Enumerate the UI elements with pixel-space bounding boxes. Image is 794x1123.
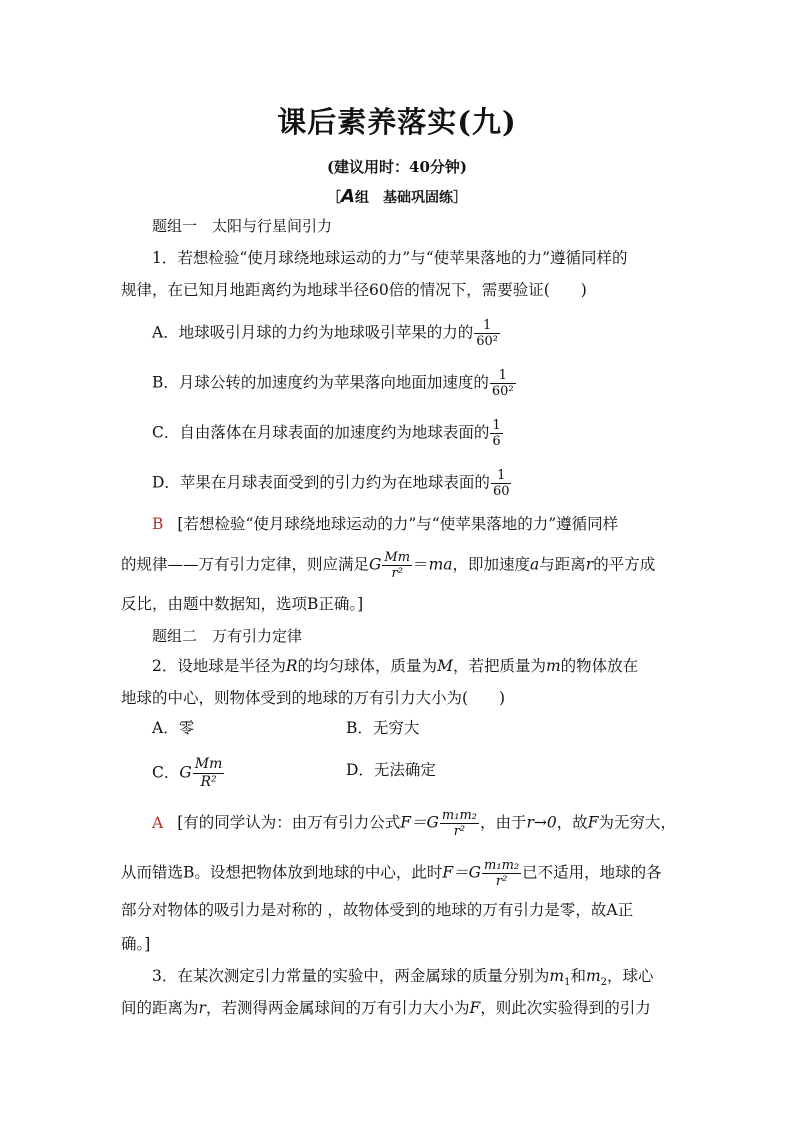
- q1-option-d-text: D．苹果在月球表面受到的引力约为在地球表面的: [152, 473, 490, 492]
- suggested-time: (建议用时：40分钟): [326, 158, 468, 176]
- symbol-F: F: [469, 999, 481, 1017]
- q1-option-c-fraction: [490, 418, 502, 449]
- q3-line-1: [152, 964, 654, 995]
- group-letter: A: [341, 186, 355, 207]
- q3-line-2: [121, 996, 651, 1020]
- q1-explanation-text-1: [若想检验“使月球绕地球运动的力”与“使苹果落地的力”遵循同样: [177, 515, 619, 533]
- q3-text-a: 3．在某次测定引力常量的实验中，两金属球的质量分别为: [152, 967, 550, 985]
- q1-exp2-text-a: 的规律——万有引力定律，则应满足: [121, 555, 370, 574]
- q2-explanation-line-1: [152, 808, 676, 839]
- symbol-G: G: [179, 763, 192, 782]
- fraction-denominator: r²: [391, 566, 403, 581]
- q2-exp2-text-a: 从而错选B。设想把物体放到地球的中心，此时: [121, 863, 443, 882]
- fraction-numerator: Mm: [194, 756, 223, 772]
- q2-exp2-fraction: [482, 858, 521, 889]
- symbol-G: G: [369, 555, 382, 574]
- q1-option-a: [152, 318, 501, 349]
- q2-stem-text-d: 的物体放在: [560, 657, 639, 675]
- q2-option-c: [152, 756, 225, 791]
- q2-exp1-fraction: [440, 808, 479, 839]
- q3-text-d: ，若测得两金属球间的万有引力大小为: [205, 999, 470, 1017]
- q2-explanation-line-2: [121, 858, 662, 889]
- group-heading: [0, 186, 794, 207]
- q2-stem-text-b: 的均匀球体，质量为: [297, 657, 438, 675]
- q2-option-a: A．零: [152, 719, 195, 737]
- fraction-numerator: 1: [492, 418, 501, 433]
- q1-answer: B: [152, 515, 164, 533]
- q1-explanation-line-2: [121, 550, 655, 581]
- q1-exp2-text-e: 的平方成: [593, 555, 656, 574]
- group-bracket-open: ［: [327, 190, 342, 206]
- q1-option-d-fraction: [491, 468, 512, 499]
- group-label: 组 基础巩固练: [354, 190, 453, 206]
- q1-explanation-line-3: 反比，由题中数据知，选项B正确。]: [121, 595, 364, 613]
- q2-option-d: D．无法确定: [346, 761, 436, 779]
- q1-option-b: [152, 368, 517, 399]
- symbol-ma: ma: [428, 555, 453, 574]
- q1-stem-line-2: 规律，在已知月地距离约为地球半径60倍的情况下，需要验证( ): [121, 281, 587, 299]
- q2-explanation-line-3: 部分对物体的吸引力是对称的 ，故物体受到的地球的万有引力是零，故A正: [121, 901, 634, 919]
- fraction-numerator: m₁m₂: [441, 808, 477, 823]
- symbol-m2: m: [585, 967, 601, 985]
- fraction-denominator: 60: [492, 484, 510, 499]
- fraction-denominator: r²: [453, 824, 466, 839]
- subscript-1: 1: [564, 977, 571, 989]
- section-heading-2: [152, 624, 302, 648]
- fraction-denominator: 60²: [476, 334, 498, 349]
- q1-stem-line-1: 1．若想检验“使月球绕地球运动的力”与“使苹果落地的力”遵循同样的: [152, 249, 628, 267]
- q1-option-d: [152, 468, 512, 499]
- fraction-denominator: 60²: [491, 384, 514, 399]
- symbol-m: m: [545, 657, 561, 675]
- group-bracket-close: ］: [452, 190, 467, 206]
- q1-option-c-text: C．自由落体在月球表面的加速度约为地球表面的: [152, 423, 490, 442]
- symbol-F: F: [587, 813, 599, 832]
- q1-option-b-fraction: [490, 368, 516, 399]
- page-title: 课后素养落实(九): [277, 105, 517, 139]
- formula-F-equals-G: F＝G: [442, 863, 482, 882]
- fraction-numerator: Mm: [384, 550, 411, 565]
- fraction-numerator: 1: [491, 468, 512, 484]
- q2-exp1-text-d: 为无穷大，: [598, 813, 677, 832]
- fraction-denominator: R²: [200, 774, 217, 790]
- q1-exp-fraction: [382, 550, 412, 581]
- symbol-m1: m: [549, 967, 565, 985]
- symbol-a: a: [530, 555, 540, 574]
- symbol-r-to-zero: r→0: [526, 813, 557, 832]
- formula-F-equals-G: F＝G: [400, 813, 439, 832]
- fraction-numerator: 1: [474, 318, 500, 334]
- symbol-r: r: [585, 555, 594, 574]
- symbol-R: R: [285, 657, 298, 675]
- q1-exp2-text-d: 与距离: [539, 555, 586, 574]
- q2-stem-text-c: ，若把质量为: [452, 657, 546, 675]
- fraction-numerator: 1: [490, 368, 516, 384]
- fraction-denominator: r²: [495, 874, 508, 889]
- q2-exp1-text-c: ，故: [556, 813, 588, 832]
- q1-option-a-text: A．地球吸引月球的力约为地球吸引苹果的力的: [152, 323, 474, 342]
- q2-exp1-text-a: [有的同学认为：由万有引力公式: [177, 813, 401, 832]
- fraction-denominator: 6: [492, 434, 501, 449]
- q1-option-c: [152, 418, 504, 449]
- symbol-M: M: [437, 657, 453, 675]
- q2-exp1-text-b: ，由于: [479, 813, 527, 832]
- q2-stem-text-a: 2．设地球是半径为: [152, 657, 286, 675]
- q2-exp2-text-b: 已不适用，地球的各: [522, 863, 662, 882]
- q1-explanation-line-1: [152, 512, 618, 536]
- q2-option-c-label: C．: [152, 763, 180, 782]
- subscript-2: 2: [600, 977, 608, 989]
- q3-text-and: 和: [570, 967, 586, 985]
- section-heading-1: [152, 214, 332, 238]
- q1-option-a-fraction: [474, 318, 500, 349]
- section-1-label: 题组一 太阳与行星间引力: [152, 217, 333, 235]
- fraction-numerator: m₁m₂: [484, 858, 520, 873]
- q3-text-e: ，则此次实验得到的引力: [480, 999, 651, 1017]
- q2-option-c-fraction: [193, 756, 225, 791]
- q1-exp2-text-c: ，即加速度: [452, 555, 531, 574]
- q2-stem-line-2: 地球的中心，则物体受到的地球的万有引力大小为( ): [121, 689, 506, 707]
- symbol-r: r: [198, 999, 206, 1017]
- q2-stem-line-1: [152, 654, 638, 678]
- q1-option-b-text: B．月球公转的加速度约为苹果落向地面加速度的: [152, 373, 489, 392]
- q3-text-b: ，球心: [607, 967, 654, 985]
- q1-exp2-text-b: ＝: [413, 555, 429, 574]
- section-2-label: 题组二 万有引力定律: [152, 627, 303, 645]
- q3-text-c: 间的距离为: [121, 999, 199, 1017]
- q2-option-b: B．无穷大: [346, 719, 420, 737]
- q2-answer: A: [152, 813, 164, 832]
- q2-explanation-line-4: 确。]: [121, 935, 151, 953]
